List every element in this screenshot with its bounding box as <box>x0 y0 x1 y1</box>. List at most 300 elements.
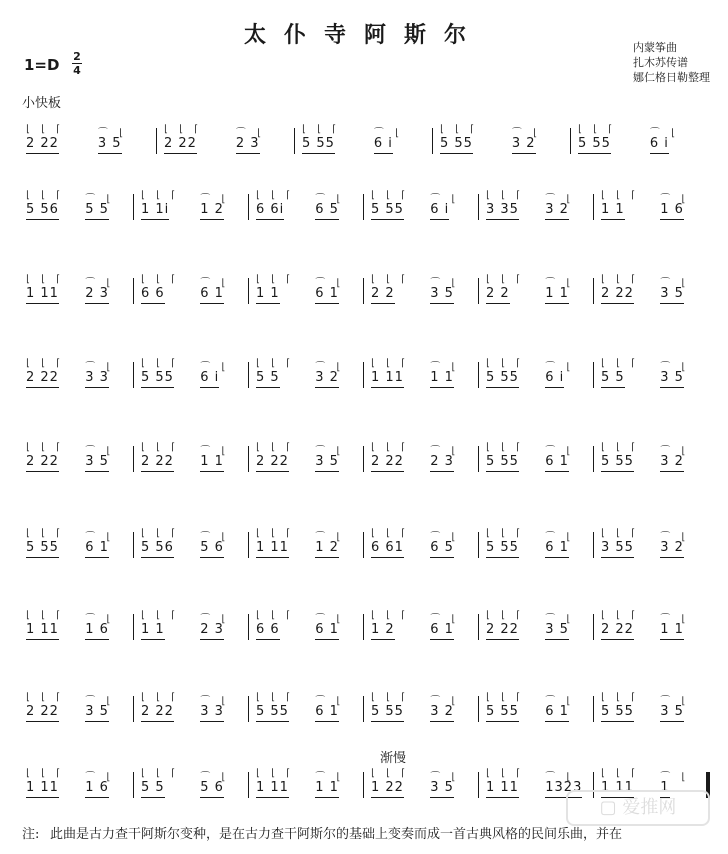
fingering-mark: ⌒ ⌊ <box>200 532 230 543</box>
beat-underline <box>164 153 197 154</box>
measure <box>22 762 137 806</box>
note-group: 1 1 ⌒ ⌊ <box>430 370 454 385</box>
beat-underline <box>26 153 59 154</box>
fingering-mark: ⌊ ⌊ ⌈ <box>26 124 65 135</box>
beat-underline <box>601 303 634 304</box>
beat-underline <box>315 721 339 722</box>
measure <box>482 436 597 480</box>
beat-underline <box>141 387 174 388</box>
fingering-mark: ⌊ ⌊ ⌈ <box>601 190 640 201</box>
fingering-mark: ⌊ ⌊ ⌈ <box>141 768 180 779</box>
note-group: 1 11 ⌊ ⌊ ⌈ <box>26 780 59 795</box>
fingering-mark: ⌊ ⌊ ⌈ <box>601 274 640 285</box>
beat-underline <box>141 219 169 220</box>
fingering-mark: ⌊ ⌊ ⌈ <box>578 124 617 135</box>
fingering-mark: ⌒ ⌊ <box>315 446 345 457</box>
fingering-mark: ⌒ ⌊ <box>200 278 230 289</box>
beat-underline <box>371 219 404 220</box>
note-group: 3 5 ⌒ ⌊ <box>430 780 454 795</box>
beat-underline <box>200 797 224 798</box>
note-group: 1 11 ⌊ ⌊ ⌈ <box>256 540 289 555</box>
measure <box>22 352 137 396</box>
fingering-mark: ⌒ ⌊ <box>511 128 541 139</box>
note-group: 6 1 ⌒ ⌊ <box>545 540 569 555</box>
fingering-mark: ⌒ ⌊ <box>85 696 115 707</box>
beat-underline <box>256 557 289 558</box>
measure <box>597 604 712 648</box>
fingering-mark: ⌊ ⌊ ⌈ <box>486 692 525 703</box>
fingering-mark: ⌊ ⌊ ⌈ <box>26 190 65 201</box>
beat-underline <box>486 387 519 388</box>
beat-underline <box>256 219 284 220</box>
note-group: 1 1 ⌊ ⌊ ⌈ <box>256 286 280 301</box>
fingering-mark: ⌒ ⌊ <box>235 128 265 139</box>
beat-underline <box>650 153 669 154</box>
beat-underline <box>26 387 59 388</box>
time-signature <box>72 51 82 76</box>
note-group: 2 2 ⌊ ⌊ ⌈ <box>371 286 395 301</box>
fingering-mark: ⌒ ⌊ <box>315 614 345 625</box>
note-group: 1 1 ⌊ ⌊ ⌈ <box>601 202 625 217</box>
beat-underline <box>545 471 569 472</box>
note-group: 5 56 ⌊ ⌊ ⌈ <box>26 202 59 217</box>
note-group: 5 6 ⌒ ⌊ <box>200 780 224 795</box>
note-group: 5 55 ⌊ ⌊ ⌈ <box>486 370 519 385</box>
fingering-mark: ⌊ ⌊ ⌈ <box>601 442 640 453</box>
beat-underline <box>141 471 174 472</box>
fingering-mark: ⌒ ⌊ <box>200 194 230 205</box>
note-group: 6 5 ⌒ ⌊ <box>430 540 454 555</box>
fingering-mark: ⌒ ⌊ <box>430 362 460 373</box>
beat-underline <box>430 219 449 220</box>
beat-underline <box>601 471 634 472</box>
note-group: 5 55 ⌊ ⌊ ⌈ <box>486 704 519 719</box>
note-group: 1 1 ⌒ ⌊ <box>660 622 684 637</box>
beat-underline <box>660 557 684 558</box>
measure <box>482 184 597 228</box>
fingering-mark: ⌊ ⌊ ⌈ <box>26 610 65 621</box>
note-group: 3 2 ⌒ ⌊ <box>660 540 684 555</box>
note-group: 5 55 ⌊ ⌊ ⌈ <box>578 136 611 151</box>
fingering-mark: ⌒ ⌊ <box>660 696 690 707</box>
score-system <box>22 184 712 228</box>
note-group: 3 2 ⌒ ⌊ <box>315 370 339 385</box>
fingering-mark: ⌊ ⌊ ⌈ <box>256 528 295 539</box>
fingering-mark: ⌊ ⌊ ⌈ <box>26 768 65 779</box>
fingering-mark: ⌊ ⌊ ⌈ <box>256 274 295 285</box>
fingering-mark: ⌒ ⌊ <box>315 362 345 373</box>
beat-underline <box>371 557 404 558</box>
beat-underline <box>141 639 165 640</box>
measure <box>252 522 367 566</box>
note-group: 1 2 ⌊ ⌊ ⌈ <box>371 622 395 637</box>
measure <box>367 522 482 566</box>
measure <box>367 184 482 228</box>
score-system <box>22 436 712 480</box>
fingering-mark: ⌒ ⌊ <box>430 532 460 543</box>
beat-underline <box>440 153 473 154</box>
note-group: 2 22 ⌊ ⌊ ⌈ <box>256 454 289 469</box>
fingering-mark: ⌒ ⌊ <box>315 194 345 205</box>
measure <box>160 118 298 162</box>
measure <box>137 268 252 312</box>
note-group: 5 55 ⌊ ⌊ ⌈ <box>302 136 335 151</box>
note-group: 6 1 ⌒ ⌊ <box>545 704 569 719</box>
note-group: 6 6 ⌊ ⌊ ⌈ <box>141 286 165 301</box>
fingering-mark: ⌊ ⌊ ⌈ <box>486 528 525 539</box>
fingering-mark: ⌊ ⌊ ⌈ <box>141 610 180 621</box>
measure <box>22 604 137 648</box>
fingering-mark: ⌒ ⌊ <box>660 772 690 783</box>
note-group: 2 22 ⌊ ⌊ ⌈ <box>26 454 59 469</box>
beat-underline <box>85 387 109 388</box>
note-group: 3 2 ⌒ ⌊ <box>512 136 536 151</box>
fingering-mark: ⌒ ⌊ <box>660 446 690 457</box>
footnote-label: 注: <box>22 827 40 842</box>
measure <box>482 522 597 566</box>
beat-underline <box>256 471 289 472</box>
measure <box>367 762 482 806</box>
beat-underline <box>660 471 684 472</box>
fingering-mark: ⌒ ⌊ <box>545 194 575 205</box>
fingering-mark: ⌊ ⌊ ⌈ <box>26 442 65 453</box>
beat-underline <box>26 639 59 640</box>
fingering-mark: ⌊ ⌊ ⌈ <box>601 610 640 621</box>
fingering-mark: ⌒ ⌊ <box>660 614 690 625</box>
beat-underline <box>486 557 519 558</box>
beat-underline <box>486 721 519 722</box>
tempo-change-marking: 渐慢 <box>380 751 407 766</box>
fingering-mark: ⌒ ⌊ <box>545 696 575 707</box>
measure <box>137 436 252 480</box>
fingering-mark: ⌊ ⌊ ⌈ <box>486 768 525 779</box>
beat-underline <box>601 219 625 220</box>
note-group: 1 2 ⌒ ⌊ <box>315 540 339 555</box>
fingering-mark: ⌒ ⌊ <box>200 696 230 707</box>
note-group: 6 61 ⌊ ⌊ ⌈ <box>371 540 404 555</box>
note-group: 2 3 ⌒ ⌊ <box>85 286 109 301</box>
measure <box>252 762 367 806</box>
measure <box>252 184 367 228</box>
fingering-mark: ⌊ ⌊ ⌈ <box>440 124 479 135</box>
measure <box>252 268 367 312</box>
credit-editor: 娜仁格日勒整理 <box>633 71 710 84</box>
measure <box>574 118 712 162</box>
beat-underline <box>256 639 280 640</box>
note-group: 2 2 ⌊ ⌊ ⌈ <box>486 286 510 301</box>
note-group: 5 56 ⌊ ⌊ ⌈ <box>141 540 174 555</box>
fingering-mark: ⌊ ⌊ ⌈ <box>371 274 410 285</box>
beat-underline <box>374 153 393 154</box>
measure <box>137 762 252 806</box>
beat-underline <box>26 721 59 722</box>
note-group: 1323 ⌒ ⌊ <box>545 780 582 795</box>
measure <box>22 522 137 566</box>
fingering-mark: ⌊ ⌊ ⌈ <box>256 358 295 369</box>
note-group: 6 1 ⌒ ⌊ <box>430 622 454 637</box>
note-group: 1 1 ⌒ ⌊ <box>545 286 569 301</box>
note-group: 1 6 ⌒ ⌊ <box>660 202 684 217</box>
note-group: 6 i ⌒ ⌊ <box>545 370 564 385</box>
fingering-mark: ⌒ ⌊ <box>315 532 345 543</box>
beat-underline <box>200 387 219 388</box>
note-group: 1 6 ⌒ ⌊ <box>85 780 109 795</box>
beat-underline <box>200 721 224 722</box>
note-group: 6 6 ⌊ ⌊ ⌈ <box>256 622 280 637</box>
note-group: 5 55 ⌊ ⌊ ⌈ <box>141 370 174 385</box>
beat-underline <box>315 471 339 472</box>
note-group: 1 11 ⌊ ⌊ ⌈ <box>486 780 519 795</box>
note-group: 6 i ⌒ ⌊ <box>200 370 219 385</box>
fingering-mark: ⌊ ⌊ ⌈ <box>164 124 203 135</box>
note-group: 5 55 ⌊ ⌊ ⌈ <box>440 136 473 151</box>
measure <box>436 118 574 162</box>
note-group: 5 6 ⌒ ⌊ <box>200 540 224 555</box>
fingering-mark: ⌒ ⌊ <box>85 194 115 205</box>
note-group: 1 2 ⌒ ⌊ <box>200 202 224 217</box>
note-group: 2 22 ⌊ ⌊ ⌈ <box>141 454 174 469</box>
note-group: 3 5 ⌒ ⌊ <box>660 370 684 385</box>
fingering-mark: ⌊ ⌊ ⌈ <box>601 358 640 369</box>
fingering-mark: ⌊ ⌊ ⌈ <box>486 274 525 285</box>
beat-underline <box>371 721 404 722</box>
note-group: 6 1 ⌒ ⌊ <box>545 454 569 469</box>
note-group: 6 i ⌒ ⌊ <box>374 136 393 151</box>
note-group: 2 3 ⌒ ⌊ <box>200 622 224 637</box>
score-system <box>22 268 712 312</box>
fingering-mark: ⌊ ⌊ ⌈ <box>141 528 180 539</box>
measure <box>22 268 137 312</box>
beat-underline <box>430 557 454 558</box>
measure <box>482 604 597 648</box>
key-signature <box>24 50 81 77</box>
fingering-mark: ⌊ ⌊ ⌈ <box>601 692 640 703</box>
fingering-mark: ⌒ ⌊ <box>660 362 690 373</box>
beat-underline <box>141 797 165 798</box>
note-group: 1 11 ⌊ ⌊ ⌈ <box>256 780 289 795</box>
beat-underline <box>545 557 569 558</box>
beat-underline <box>545 219 569 220</box>
fingering-mark: ⌊ ⌊ ⌈ <box>26 528 65 539</box>
beat-underline <box>601 557 634 558</box>
note-group: 3 5 ⌒ ⌊ <box>660 286 684 301</box>
beat-underline <box>200 303 224 304</box>
score-system <box>22 522 712 566</box>
beat-underline <box>578 153 611 154</box>
note-group: 6 5 ⌒ ⌊ <box>315 202 339 217</box>
fingering-mark: ⌒ ⌊ <box>545 532 575 543</box>
beat-underline <box>98 153 122 154</box>
note-group: 2 22 ⌊ ⌊ ⌈ <box>371 454 404 469</box>
fingering-mark: ⌒ ⌊ <box>660 194 690 205</box>
beat-underline <box>512 153 536 154</box>
fingering-mark: ⌊ ⌊ ⌈ <box>371 768 410 779</box>
fingering-mark: ⌊ ⌊ ⌈ <box>141 442 180 453</box>
fingering-mark: ⌒ ⌊ <box>373 128 403 139</box>
fingering-mark: ⌊ ⌊ ⌈ <box>371 610 410 621</box>
note-group: 2 22 ⌊ ⌊ ⌈ <box>164 136 197 151</box>
note-group: 5 55 ⌊ ⌊ ⌈ <box>26 540 59 555</box>
beat-underline <box>85 639 109 640</box>
fingering-mark: ⌒ ⌊ <box>200 446 230 457</box>
note-group: 6 1 ⌒ ⌊ <box>315 286 339 301</box>
fingering-mark: ⌊ ⌊ ⌈ <box>371 190 410 201</box>
note-group: 5 5 ⌒ ⌊ <box>85 202 109 217</box>
note-group: 1 22 ⌊ ⌊ ⌈ <box>371 780 404 795</box>
note-group: 3 5 ⌒ ⌊ <box>430 286 454 301</box>
score-system <box>22 118 712 162</box>
beat-underline <box>486 797 519 798</box>
note-group: 1 ⌒ ⌊ <box>660 780 669 795</box>
note-group: 1 11 ⌊ ⌊ ⌈ <box>26 286 59 301</box>
beat-underline <box>315 557 339 558</box>
note-group: 1 6 ⌒ ⌊ <box>85 622 109 637</box>
fingering-mark: ⌊ ⌊ ⌈ <box>256 610 295 621</box>
measure <box>597 522 712 566</box>
note-group: 1 1i ⌊ ⌊ ⌈ <box>141 202 169 217</box>
beat-underline <box>85 797 109 798</box>
beat-underline <box>141 721 174 722</box>
note-group: 6 1 ⌒ ⌊ <box>200 286 224 301</box>
fingering-mark: ⌒ ⌊ <box>430 446 460 457</box>
fingering-mark: ⌊ ⌊ ⌈ <box>141 274 180 285</box>
fingering-mark: ⌊ ⌊ ⌈ <box>26 358 65 369</box>
note-group: 5 55 ⌊ ⌊ ⌈ <box>371 202 404 217</box>
measure <box>22 686 137 730</box>
beat-underline <box>302 153 335 154</box>
credit-genre: 内蒙筝曲 <box>633 41 677 54</box>
note-group: 3 5 ⌒ ⌊ <box>315 454 339 469</box>
beat-underline <box>486 303 510 304</box>
beat-underline <box>430 639 454 640</box>
beat-underline <box>430 471 454 472</box>
beat-underline <box>315 219 339 220</box>
fingering-mark: ⌒ ⌊ <box>85 362 115 373</box>
beat-underline <box>430 721 454 722</box>
note-group: 1 11 ⌊ ⌊ ⌈ <box>26 622 59 637</box>
measure <box>367 604 482 648</box>
measure <box>482 686 597 730</box>
note-group: 2 22 ⌊ ⌊ ⌈ <box>601 286 634 301</box>
fingering-mark: ⌊ ⌊ ⌈ <box>256 190 295 201</box>
fingering-mark: ⌒ ⌊ <box>85 446 115 457</box>
piece-title: 太仆寺阿斯尔 <box>243 22 484 48</box>
measure <box>597 268 712 312</box>
fingering-mark: ⌊ ⌊ ⌈ <box>601 768 640 779</box>
measure <box>252 436 367 480</box>
measure <box>367 268 482 312</box>
beat-underline <box>371 387 404 388</box>
note-group: 2 22 ⌊ ⌊ ⌈ <box>486 622 519 637</box>
measure <box>367 436 482 480</box>
measure <box>367 352 482 396</box>
fingering-mark: ⌊ ⌊ ⌈ <box>302 124 341 135</box>
fingering-mark: ⌒ ⌊ <box>660 532 690 543</box>
beat-underline <box>85 303 109 304</box>
beat-underline <box>660 639 684 640</box>
measure <box>482 352 597 396</box>
fingering-mark: ⌒ ⌊ <box>545 446 575 457</box>
time-bottom: 4 <box>73 64 81 77</box>
beat-underline <box>660 721 684 722</box>
fingering-mark: ⌊ ⌊ ⌈ <box>26 692 65 703</box>
fingering-mark: ⌊ ⌊ ⌈ <box>256 768 295 779</box>
beat-underline <box>315 639 339 640</box>
note-group: 6 i ⌒ ⌊ <box>650 136 669 151</box>
beat-underline <box>660 303 684 304</box>
beat-underline <box>486 471 519 472</box>
beat-underline <box>601 639 634 640</box>
note-group: 2 22 ⌊ ⌊ ⌈ <box>601 622 634 637</box>
note-group: 5 5 ⌊ ⌊ ⌈ <box>601 370 625 385</box>
fingering-mark: ⌊ ⌊ ⌈ <box>486 190 525 201</box>
beat-underline <box>26 797 59 798</box>
note-group: 6 i ⌒ ⌊ <box>430 202 449 217</box>
beat-underline <box>430 387 454 388</box>
measure <box>137 352 252 396</box>
fingering-mark: ⌒ ⌊ <box>430 194 460 205</box>
fingering-mark: ⌊ ⌊ ⌈ <box>486 610 525 621</box>
beat-underline <box>236 153 260 154</box>
beat-underline <box>601 387 625 388</box>
fingering-mark: ⌒ ⌊ <box>649 128 679 139</box>
fingering-mark: ⌊ ⌊ ⌈ <box>256 442 295 453</box>
fingering-mark: ⌊ ⌊ ⌈ <box>371 692 410 703</box>
beat-underline <box>545 721 569 722</box>
fingering-mark: ⌒ ⌊ <box>85 278 115 289</box>
note-group: 1 1 ⌊ ⌊ ⌈ <box>141 622 165 637</box>
note-group: 3 5 ⌒ ⌊ <box>545 622 569 637</box>
measure <box>597 436 712 480</box>
note-group: 1 11 ⌊ ⌊ ⌈ <box>601 780 634 795</box>
beat-underline <box>256 721 289 722</box>
time-top: 2 <box>73 50 81 63</box>
note-group: 2 22 ⌊ ⌊ ⌈ <box>141 704 174 719</box>
beat-underline <box>141 557 174 558</box>
beat-underline <box>486 219 519 220</box>
note-group: 1 1 ⌒ ⌊ <box>315 780 339 795</box>
beat-underline <box>545 387 564 388</box>
beat-underline <box>26 557 59 558</box>
note-group: 5 5 ⌊ ⌊ ⌈ <box>141 780 165 795</box>
score-system <box>22 604 712 648</box>
beat-underline <box>430 303 454 304</box>
beat-underline <box>660 219 684 220</box>
beat-underline <box>26 303 59 304</box>
fingering-mark: ⌒ ⌊ <box>85 614 115 625</box>
note-group: 3 5 ⌒ ⌊ <box>85 454 109 469</box>
fingering-mark: ⌊ ⌊ ⌈ <box>141 692 180 703</box>
beat-underline <box>85 219 109 220</box>
fingering-mark: ⌒ ⌊ <box>97 128 127 139</box>
fingering-mark: ⌒ ⌊ <box>660 278 690 289</box>
fingering-mark: ⌒ ⌊ <box>545 362 575 373</box>
note-group: 2 22 ⌊ ⌊ ⌈ <box>26 136 59 151</box>
fingering-mark: ⌒ ⌊ <box>545 278 575 289</box>
note-group: 3 2 ⌒ ⌊ <box>545 202 569 217</box>
beat-underline <box>371 471 404 472</box>
measure <box>22 436 137 480</box>
fingering-mark: ⌒ ⌊ <box>200 772 230 783</box>
note-group: 5 55 ⌊ ⌊ ⌈ <box>256 704 289 719</box>
measure <box>137 686 252 730</box>
credit-transmitter: 扎木苏传谱 <box>633 56 688 69</box>
beat-underline <box>256 303 280 304</box>
score-system <box>22 686 712 730</box>
beat-underline <box>200 219 224 220</box>
beat-underline <box>200 639 224 640</box>
measure <box>482 268 597 312</box>
